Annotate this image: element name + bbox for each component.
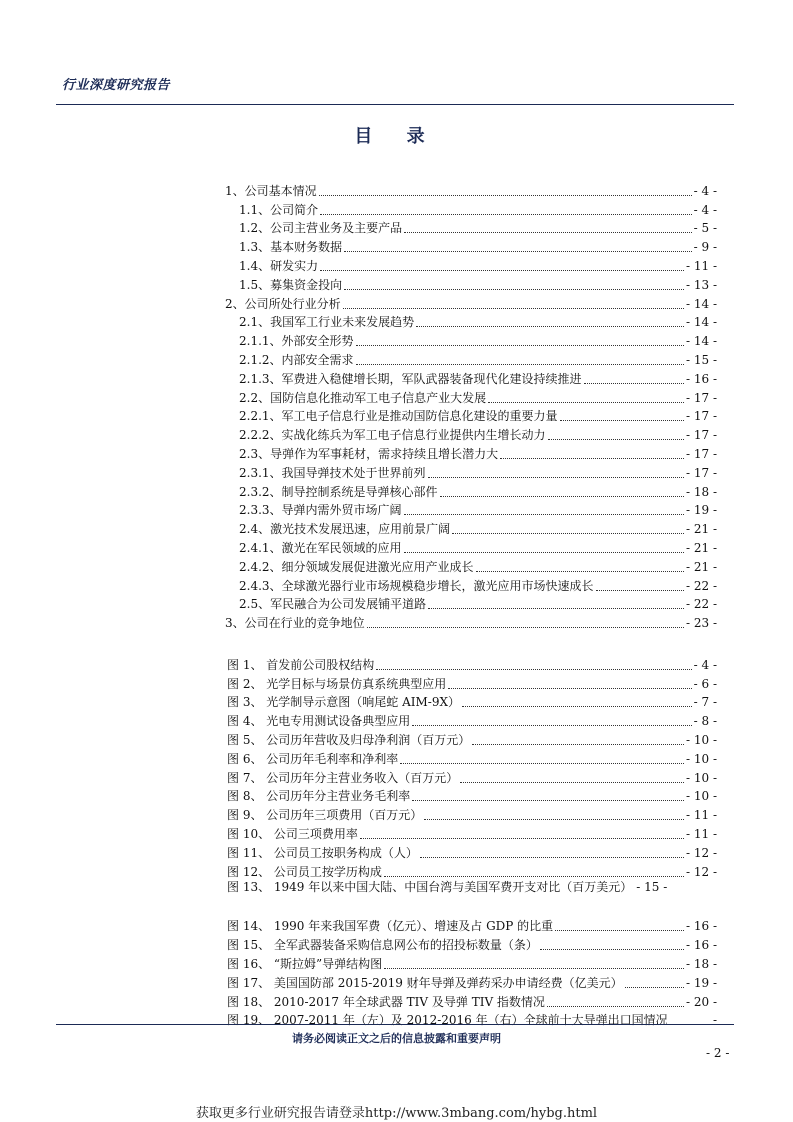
toc-entry-page: - 17 -	[685, 446, 717, 461]
dot-leader	[452, 532, 684, 534]
dot-leader	[416, 325, 684, 327]
toc-entry[interactable]	[225, 518, 717, 537]
toc-entry-page: - 21 -	[685, 559, 717, 574]
figure-entry-label: 图 13、 1949 年以来中国大陆、中国台湾与美国军费开支对比（百万美元）	[227, 879, 633, 894]
figure-entry-label: 图 7、 公司历年分主营业务收入（百万元）	[227, 770, 459, 785]
toc-entry-page: - 4 -	[693, 183, 717, 198]
page-number: - 2 -	[706, 1046, 730, 1060]
toc-entry-label: 1.2、公司主营业务及主要产品	[239, 221, 403, 236]
dot-leader	[344, 288, 684, 290]
toc-entry-label: 2.1.2、内部安全需求	[239, 352, 354, 367]
toc-entry[interactable]	[225, 387, 717, 406]
figure-entry-page: - 11 -	[685, 808, 717, 823]
figure-entry-label: 图 11、 公司员工按职务构成（人）	[227, 845, 418, 860]
figure-entry-label: 图 15、 全军武器装备采购信息网公布的招投标数量（条）	[227, 938, 538, 953]
figure-entry-label: 图 4、 光电专用测试设备典型应用	[227, 714, 411, 729]
list-of-figures	[227, 654, 717, 1028]
figure-entry[interactable]	[227, 842, 717, 861]
toc-entry[interactable]	[225, 293, 717, 312]
figure-entry-page: - 4 -	[693, 657, 717, 672]
footer-divider	[56, 1024, 734, 1025]
dot-leader	[356, 363, 684, 365]
figure-entry-page: - 8 -	[693, 714, 717, 729]
disclaimer-notice: 请务必阅读正文之后的信息披露和重要声明	[292, 1032, 501, 1045]
dot-leader	[412, 799, 684, 801]
toc-entry[interactable]	[225, 424, 717, 443]
toc-entry-page: - 14 -	[685, 315, 717, 330]
figure-entry-label: 图 19、 2007-2011 年（左）及 2012-2016 年（右）全球前十大导弹出口国情况	[227, 1013, 668, 1028]
dot-leader	[428, 476, 684, 478]
toc-entry-label: 2.1、我国军工行业未来发展趋势	[239, 315, 415, 330]
toc-entry-page: - 18 -	[685, 484, 717, 499]
dot-leader	[440, 495, 684, 497]
toc-entry-page: - 19 -	[685, 503, 717, 518]
table-of-contents	[225, 180, 717, 631]
dot-leader	[404, 231, 692, 233]
figure-entry-page: - 15 -	[636, 879, 668, 894]
toc-entry[interactable]	[225, 406, 717, 425]
toc-entry[interactable]	[225, 575, 717, 594]
dot-leader	[404, 551, 684, 553]
toc-entry-page: - 21 -	[685, 522, 717, 537]
figure-entry[interactable]	[227, 823, 717, 842]
figure-entry-label: 图 12、 公司员工按学历构成	[227, 864, 382, 879]
toc-entry-label: 1.3、基本财务数据	[239, 240, 343, 255]
toc-entry[interactable]	[225, 481, 717, 500]
dot-leader	[384, 967, 684, 969]
dot-leader	[320, 269, 684, 271]
toc-entry-label: 2.3.2、制导控制系统是导弹核心部件	[239, 484, 438, 499]
toc-entry-page: - 11 -	[685, 258, 717, 273]
dot-leader	[560, 419, 684, 421]
figure-entry-label: 图 18、 2010-2017 年全球武器 TIV 及导弹 TIV 指数情况	[227, 994, 545, 1009]
dot-leader	[384, 875, 684, 877]
toc-entry-page: - 22 -	[685, 597, 717, 612]
dot-leader	[367, 626, 684, 628]
toc-entry[interactable]	[225, 218, 717, 237]
toc-entry-label: 2.4.1、激光在军民领域的应用	[239, 540, 402, 555]
report-type-header: 行业深度研究报告	[62, 78, 171, 93]
toc-entry-page: - 17 -	[685, 428, 717, 443]
toc-entry-label: 2.2、国防信息化推动军工电子信息产业大发展	[239, 390, 487, 405]
figure-entry-label: 图 6、 公司历年毛利率和净利率	[227, 751, 399, 766]
toc-entry-label: 2、公司所处行业分析	[225, 296, 341, 311]
dot-leader	[596, 589, 684, 591]
dot-leader	[500, 457, 684, 459]
toc-entry-label: 1.1、公司简介	[239, 202, 319, 217]
figure-entry-page: - 10 -	[685, 789, 717, 804]
toc-entry[interactable]	[225, 612, 717, 631]
figure-entry[interactable]	[227, 673, 717, 692]
figure-entry-page: - 10 -	[685, 770, 717, 785]
toc-entry-page: - 17 -	[685, 465, 717, 480]
figure-entry-label: 图 16、 “斯拉姆”导弹结构图	[227, 956, 383, 971]
toc-entry[interactable]	[225, 349, 717, 368]
figure-entry[interactable]	[227, 916, 717, 935]
toc-entry[interactable]	[225, 236, 717, 255]
figure-entry[interactable]	[227, 804, 717, 823]
figure-entry-label: 图 5、 公司历年营收及归母净利润（百万元）	[227, 732, 471, 747]
toc-entry-page: - 14 -	[685, 296, 717, 311]
toc-entry[interactable]	[225, 312, 717, 331]
figure-entry-page: - 7 -	[693, 695, 717, 710]
figure-entry-label: 图 9、 公司历年三项费用（百万元）	[227, 808, 423, 823]
dot-leader	[472, 743, 684, 745]
dot-leader	[555, 929, 684, 931]
dot-leader	[376, 668, 691, 670]
dot-leader	[460, 781, 684, 783]
header-divider	[56, 104, 734, 105]
figure-entry-page: - 19 -	[685, 975, 717, 990]
figure-entry-page: - 6 -	[693, 676, 717, 691]
figure-entry-page: - 10 -	[685, 732, 717, 747]
figure-entry-label: 图 3、 光学制导示意图（响尾蛇 AIM-9X）	[227, 695, 461, 710]
dot-leader	[547, 1005, 684, 1007]
dot-leader	[448, 687, 691, 689]
figure-entry-page: - 20 -	[685, 994, 717, 1009]
toc-entry[interactable]	[225, 556, 717, 575]
figure-entry-label: 图 1、 首发前公司股权结构	[227, 657, 375, 672]
toc-entry-label: 2.3、导弹作为军事耗材，需求持续且增长潜力大	[239, 446, 499, 461]
figure-entry[interactable]	[227, 767, 717, 786]
figure-entry-page: - 18 -	[685, 956, 717, 971]
figure-entry[interactable]	[227, 786, 717, 805]
toc-entry[interactable]	[225, 462, 717, 481]
toc-entry-page: - 14 -	[685, 334, 717, 349]
figure-entry[interactable]	[227, 861, 717, 880]
toc-entry[interactable]	[225, 368, 717, 387]
toc-entry[interactable]	[225, 500, 717, 519]
dot-leader	[420, 856, 684, 858]
website-promo-line[interactable]: 获取更多行业研究报告请登录http://www.3mbang.com/hybg.html	[195, 1106, 598, 1121]
figure-entry-label: 图 14、 1990 年来我国军费（亿元）、增速及占 GDP 的比重	[227, 919, 554, 934]
toc-entry-label: 2.1.1、外部安全形势	[239, 334, 354, 349]
toc-entry-label: 2.4.2、细分领域发展促进激光应用产业成长	[239, 559, 474, 574]
toc-entry[interactable]	[225, 537, 717, 556]
figure-entry[interactable]	[227, 953, 717, 972]
figure-entry[interactable]	[227, 972, 717, 991]
toc-entry[interactable]	[225, 330, 717, 349]
toc-entry-label: 2.2.1、军工电子信息行业是推动国防信息化建设的重要力量	[239, 409, 558, 424]
toc-entry-label: 2.5、军民融合为公司发展铺平道路	[239, 597, 427, 612]
figure-entry[interactable]	[227, 692, 717, 711]
toc-heading: 目 录	[354, 126, 439, 147]
toc-entry-page: - 13 -	[685, 277, 717, 292]
dot-leader	[356, 344, 684, 346]
figure-entry-page: - 11 -	[685, 826, 717, 841]
dot-leader	[400, 762, 684, 764]
dot-leader	[584, 382, 684, 384]
toc-entry-page: - 15 -	[685, 352, 717, 367]
dot-leader	[428, 607, 684, 609]
dot-leader	[404, 513, 684, 515]
toc-entry[interactable]	[225, 443, 717, 462]
dot-leader	[625, 986, 684, 988]
toc-entry[interactable]	[225, 255, 717, 274]
figure-entry-page: - 12 -	[685, 864, 717, 879]
figure-entry-page: - 16 -	[685, 919, 717, 934]
dot-leader	[319, 194, 692, 196]
toc-entry-page: - 5 -	[693, 221, 717, 236]
figure-entry[interactable]	[227, 748, 717, 767]
figure-entry[interactable]	[227, 991, 717, 1010]
toc-entry[interactable]	[225, 180, 717, 199]
toc-entry-page: - 17 -	[685, 409, 717, 424]
dot-leader	[540, 948, 684, 950]
dot-leader	[360, 837, 684, 839]
toc-entry-page: - 16 -	[685, 371, 717, 386]
toc-entry-page: - 21 -	[685, 540, 717, 555]
figure-entry-label: 图 10、 公司三项费用率	[227, 826, 358, 841]
figure-entry-page: - 16 -	[685, 938, 717, 953]
figure-entry[interactable]	[227, 934, 717, 953]
figure-entry-label: 图 17、 美国国防部 2015-2019 财年导弹及弹药采办申请经费（亿美元）	[227, 975, 623, 990]
toc-entry-label: 1、公司基本情况	[225, 183, 317, 198]
toc-entry-label: 2.4、激光技术发展迅速，应用前景广阔	[239, 522, 451, 537]
dot-leader	[424, 818, 684, 820]
figure-entry-label: 图 2、 光学目标与场景仿真系统典型应用	[227, 676, 447, 691]
dot-leader	[476, 570, 684, 572]
toc-entry-page: - 22 -	[685, 578, 717, 593]
dot-leader	[412, 724, 691, 726]
toc-entry-page: - 23 -	[685, 616, 717, 631]
figure-entry[interactable]	[227, 729, 717, 748]
toc-entry-label: 2.1.3、军费进入稳健增长期，军队武器装备现代化建设持续推进	[239, 371, 582, 386]
toc-entry-page: - 4 -	[693, 202, 717, 217]
dot-leader	[344, 250, 692, 252]
dot-leader	[488, 401, 684, 403]
figure-entry[interactable]	[227, 710, 717, 729]
dot-leader	[548, 438, 684, 440]
figure-entry-label: 图 8、 公司历年分主营业务毛利率	[227, 789, 411, 804]
toc-entry-page: - 9 -	[693, 240, 717, 255]
toc-entry[interactable]	[225, 594, 717, 613]
figure-entry-page: -	[712, 1013, 717, 1028]
toc-entry[interactable]	[225, 274, 717, 293]
figure-entry[interactable]	[227, 654, 717, 673]
toc-entry-label: 1.4、研发实力	[239, 258, 319, 273]
toc-entry-page: - 17 -	[685, 390, 717, 405]
figure-entry[interactable]	[227, 1010, 717, 1029]
toc-entry[interactable]	[225, 199, 717, 218]
figure-entry-page: - 12 -	[685, 845, 717, 860]
toc-entry-label: 2.3.3、导弹内需外贸市场广阔	[239, 503, 402, 518]
dot-leader	[320, 213, 692, 215]
toc-entry-label: 2.2.2、实战化练兵为军工电子信息行业提供内生增长动力	[239, 428, 546, 443]
toc-entry-label: 2.4.3、全球激光器行业市场规模稳步增长，激光应用市场快速成长	[239, 578, 594, 593]
figure-entry-page: - 10 -	[685, 751, 717, 766]
toc-entry-label: 3、公司在行业的竞争地位	[225, 616, 365, 631]
dot-leader	[343, 307, 684, 309]
toc-entry-label: 2.3.1、我国导弹技术处于世界前列	[239, 465, 426, 480]
toc-entry-label: 1.5、募集资金投向	[239, 277, 343, 292]
figure-entry[interactable]	[227, 880, 717, 916]
dot-leader	[462, 705, 692, 707]
